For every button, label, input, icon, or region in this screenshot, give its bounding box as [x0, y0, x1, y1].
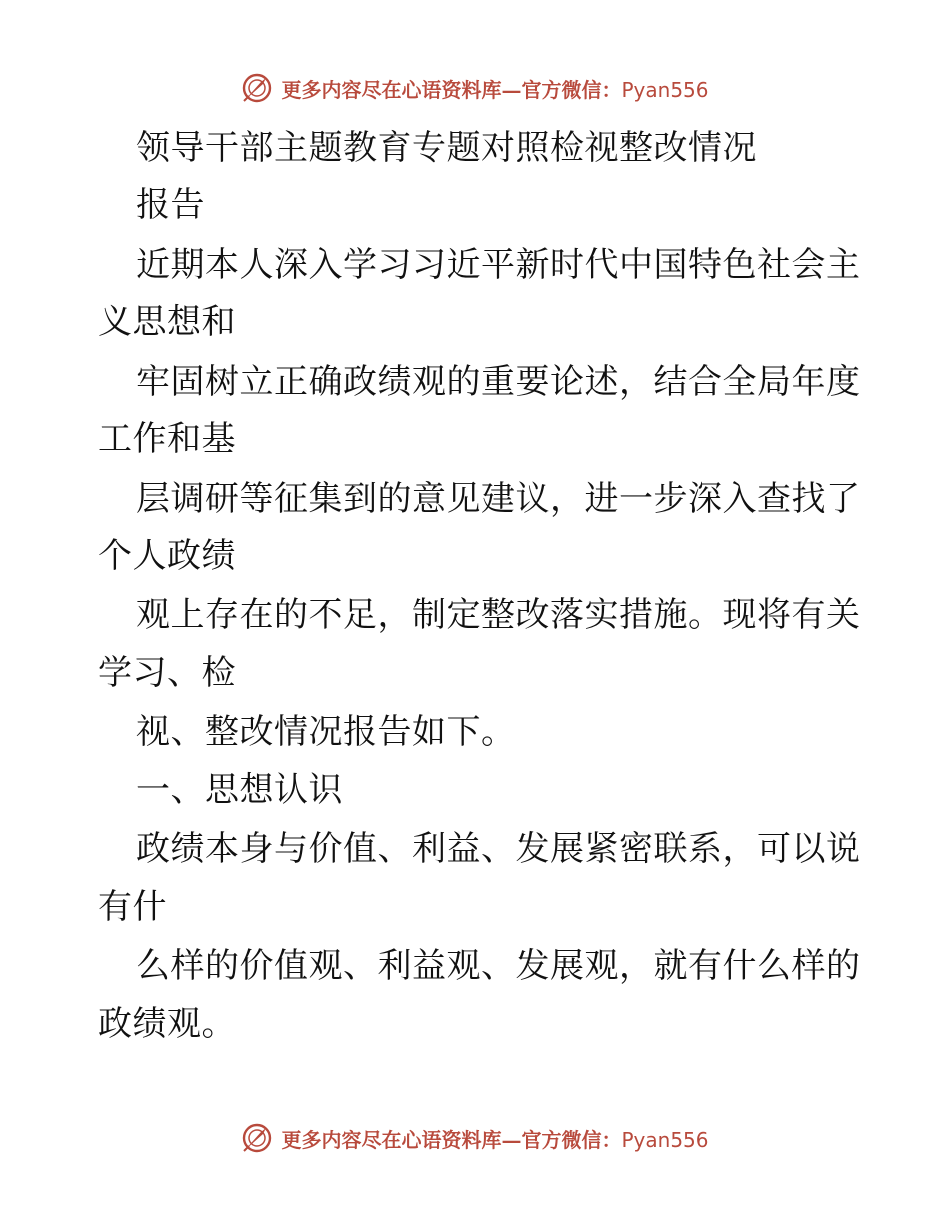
- paragraph-line: 个人政绩: [98, 536, 236, 576]
- paragraph-line: 有什: [98, 887, 167, 927]
- paragraph-line: 政绩观。: [98, 1004, 236, 1044]
- paragraph-line: 学习、检: [98, 653, 236, 693]
- watermark-brand: 更多内容尽在心语资料库: [281, 77, 502, 102]
- paragraph-line: 工作和基: [98, 419, 236, 459]
- paragraph-line: 政绩本身与价值、利益、发展紧密联系，可以说: [136, 829, 861, 869]
- watermark-text: [281, 74, 708, 103]
- section-heading: 一、思想认识: [136, 770, 343, 810]
- paragraph-line: 视、整改情况报告如下。: [136, 712, 516, 752]
- watermark-wechat-label: 官方微信：: [521, 77, 622, 102]
- doc-title-line-1: 领导干部主题教育专题对照检视整改情况: [136, 128, 757, 168]
- watermark-wechat-id: Pyan556: [621, 1127, 709, 1152]
- watermark-text: [281, 1124, 708, 1153]
- paragraph-line: 近期本人深入学习习近平新时代中国特色社会主: [136, 245, 861, 285]
- footer-watermark: [0, 1122, 950, 1154]
- paragraph-line: 牢固树立正确政绩观的重要论述，结合全局年度: [136, 362, 861, 402]
- quill-pen-circle-icon: [241, 1122, 273, 1154]
- paragraph-line: 么样的价值观、利益观、发展观，就有什么样的: [136, 946, 861, 986]
- header-watermark: [0, 72, 950, 104]
- quill-pen-circle-icon: [241, 72, 273, 104]
- paragraph-line: 层调研等征集到的意见建议，进一步深入查找了: [136, 479, 861, 519]
- doc-title-line-2: 报告: [136, 185, 205, 225]
- watermark-separator: —: [501, 1127, 522, 1152]
- watermark-wechat-id: Pyan556: [621, 77, 709, 102]
- paragraph-line: 义思想和: [98, 302, 236, 342]
- watermark-brand: 更多内容尽在心语资料库: [281, 1127, 502, 1152]
- watermark-separator: —: [501, 77, 522, 102]
- watermark-wechat-label: 官方微信：: [521, 1127, 622, 1152]
- paragraph-line: 观上存在的不足，制定整改落实措施。现将有关: [136, 595, 861, 635]
